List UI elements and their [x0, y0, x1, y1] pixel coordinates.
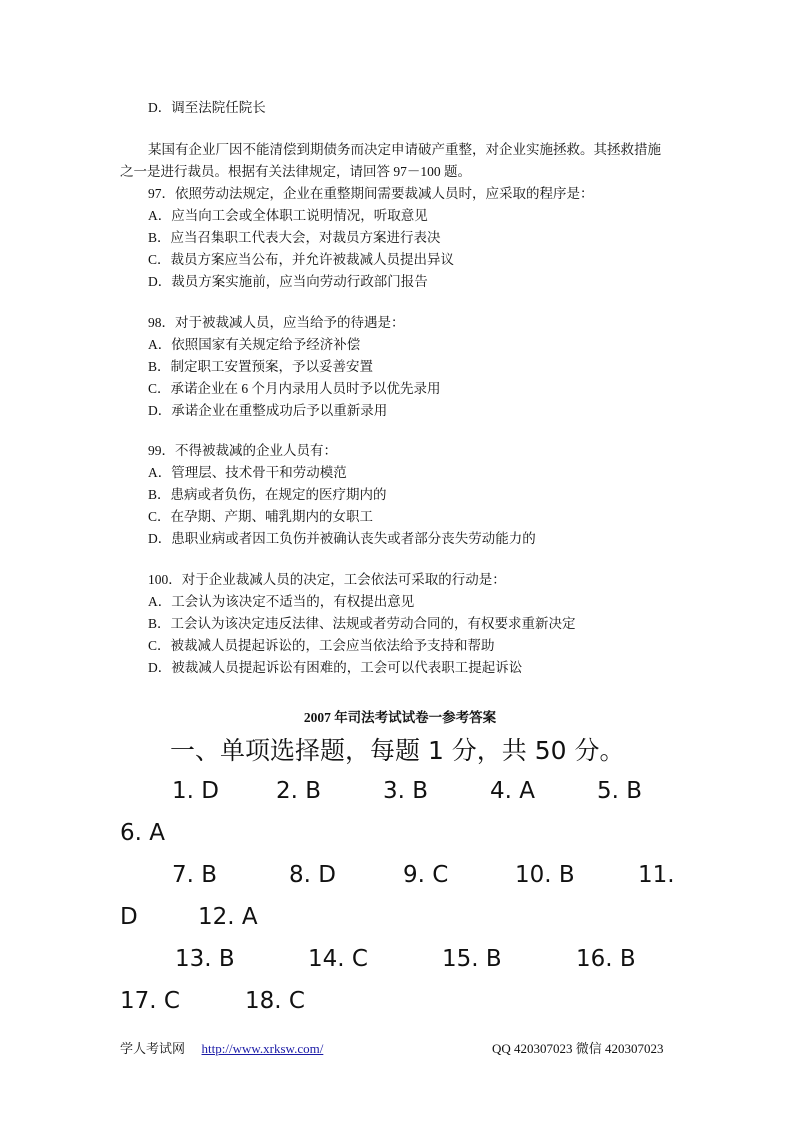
question-99-option-b: B．患病或者负伤，在规定的医疗期内的 [148, 487, 387, 502]
footer-contact: QQ 420307023 微信 420307023 [492, 1041, 664, 1056]
answer-item: 10. B [515, 862, 575, 888]
answer-item: 5. B [597, 778, 643, 804]
question-97-stem: 97．依照劳动法规定，企业在重整期间需要裁减人员时，应采取的程序是： [148, 186, 594, 201]
answer-item: D [120, 904, 138, 930]
answers-title: 2007 年司法考试试卷一参考答案 [303, 710, 497, 725]
answer-item: 7. B [172, 862, 218, 888]
question-97-option-d: D．裁员方案实施前，应当向劳动行政部门报告 [148, 274, 428, 289]
intro-paragraph-line-1: 某国有企业厂因不能清偿到期债务而决定申请破产重整，对企业实施拯救。其拯救措施 [148, 142, 661, 157]
answer-item: 6. A [120, 820, 165, 846]
answer-item: 9. C [403, 862, 449, 888]
question-97-option-b: B．应当召集职工代表大会，对裁员方案进行表决 [148, 230, 441, 245]
answers-section-heading: 一、单项选择题，每题 1 分，共 50 分。 [170, 736, 625, 765]
question-99-stem: 99．不得被裁减的企业人员有： [148, 443, 337, 458]
answer-item: 15. B [442, 946, 502, 972]
question-98-option-a: A．依照国家有关规定给予经济补偿 [148, 337, 361, 352]
question-98-option-d: D．承诺企业在重整成功后予以重新录用 [148, 403, 388, 418]
question-100-option-b: B．工会认为该决定违反法律、法规或者劳动合同的，有权要求重新决定 [148, 616, 576, 631]
footer-site-link[interactable]: http://www.xrksw.com/ [201, 1041, 324, 1056]
answer-item: 3. B [383, 778, 429, 804]
question-98-stem: 98．对于被裁减人员，应当给予的待遇是： [148, 315, 405, 330]
question-100-option-a: A．工会认为该决定不适当的，有权提出意见 [148, 594, 415, 609]
question-100-stem: 100．对于企业裁减人员的决定，工会依法可采取的行动是： [148, 572, 506, 587]
question-98-option-c: C．承诺企业在 6 个月内录用人员时予以优先录用 [148, 381, 441, 396]
question-99-option-c: C．在孕期、产期、哺乳期内的女职工 [148, 509, 374, 524]
answer-item: 13. B [175, 946, 235, 972]
answer-item: 1. D [172, 778, 219, 804]
answer-item: 11. [638, 862, 675, 888]
answer-item: 8. D [289, 862, 336, 888]
question-99-option-a: A．管理层、技术骨干和劳动模范 [148, 465, 347, 480]
question-98-option-b: B．制定职工安置预案，予以妥善安置 [148, 359, 374, 374]
answer-item: 2. B [276, 778, 322, 804]
answer-item: 17. C [120, 988, 180, 1014]
question-97-option-a: A．应当向工会或全体职工说明情况，听取意见 [148, 208, 428, 223]
intro-paragraph-line-2: 之一是进行裁员。根据有关法律规定，请回答 97－100 题。 [120, 164, 471, 179]
option-d-previous: D．调至法院任院长 [148, 100, 266, 115]
footer-site-name: 学人考试网 [120, 1041, 186, 1056]
question-100-option-d: D．被裁减人员提起诉讼有困难的，工会可以代表职工提起诉讼 [148, 660, 523, 675]
answer-item: 4. A [490, 778, 535, 804]
footer-left [120, 1040, 323, 1058]
answer-item: 14. C [308, 946, 368, 972]
question-97-option-c: C．裁员方案应当公布，并允许被裁减人员提出异议 [148, 252, 455, 267]
answer-item: 12. A [198, 904, 258, 930]
answer-item: 18. C [245, 988, 305, 1014]
answer-item: 16. B [576, 946, 636, 972]
question-100-option-c: C．被裁减人员提起诉讼的，工会应当依法给予支持和帮助 [148, 638, 495, 653]
question-99-option-d: D．患职业病或者因工负伤并被确认丧失或者部分丧失劳动能力的 [148, 531, 536, 546]
